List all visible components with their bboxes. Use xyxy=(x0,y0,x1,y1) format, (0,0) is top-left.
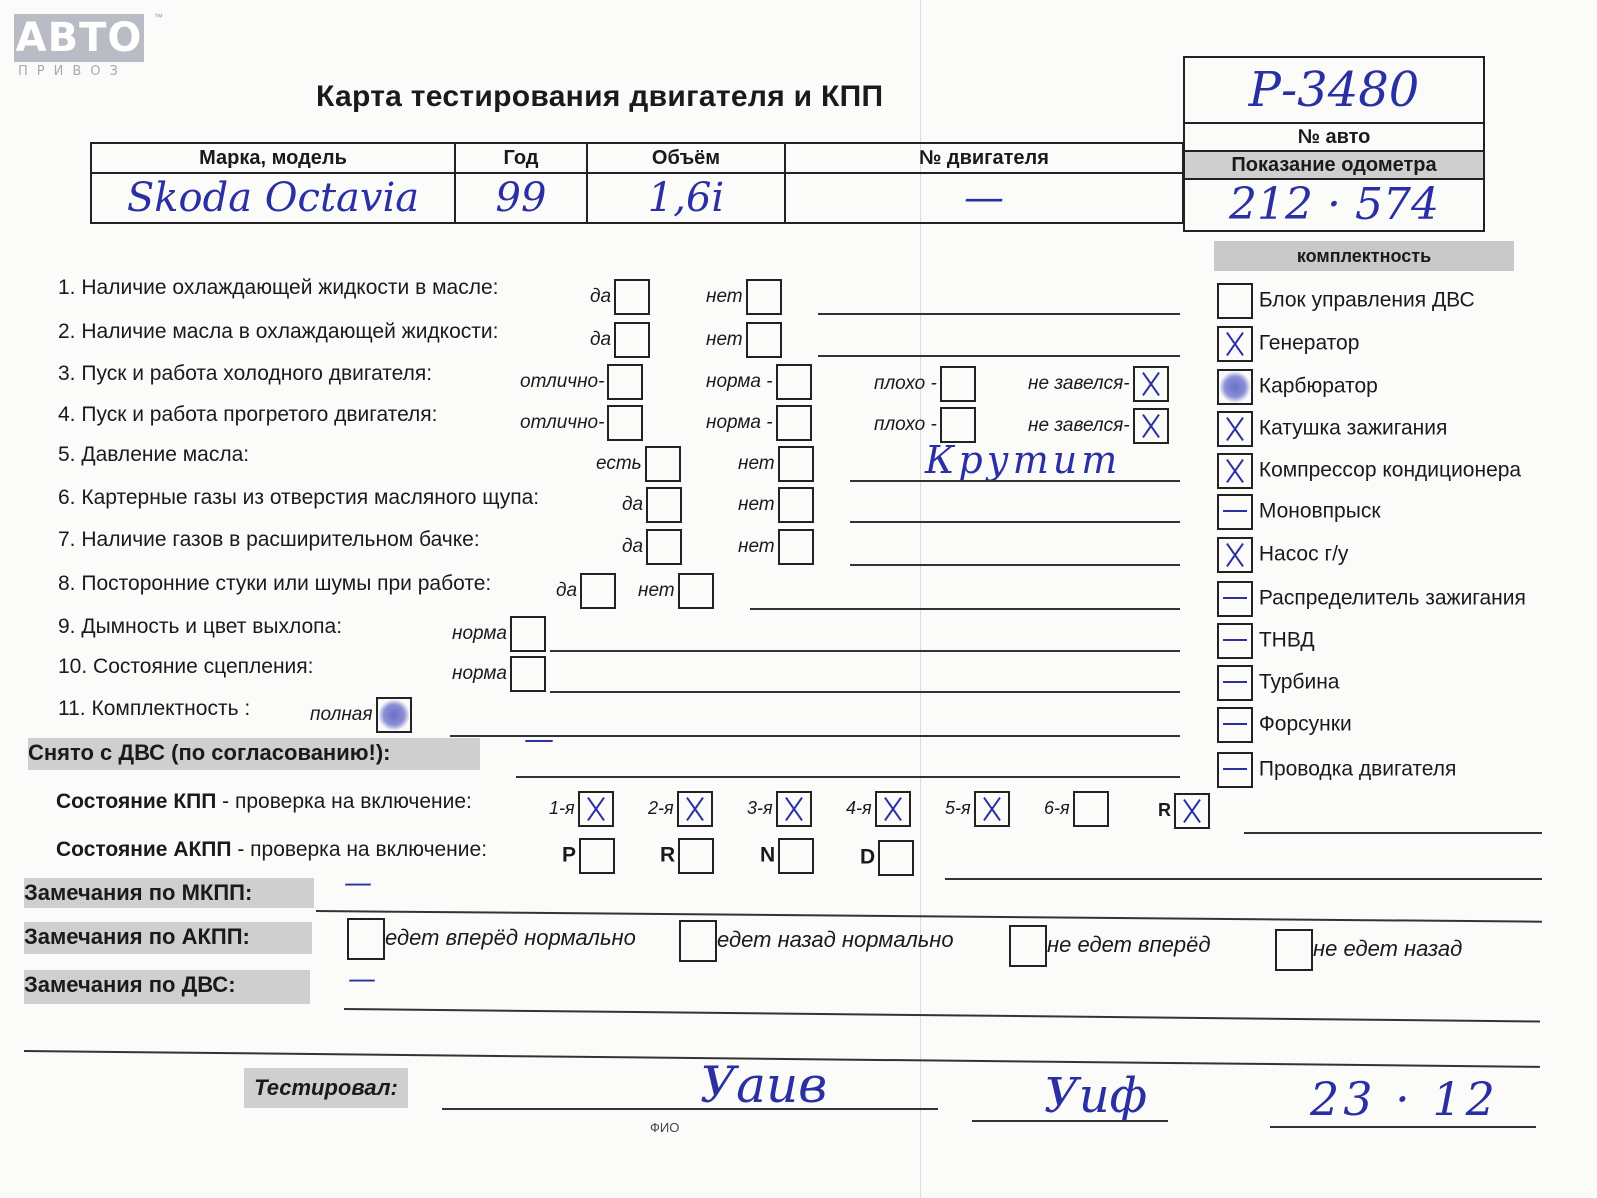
question-6: 6. Картерные газы из отверстия масляного щупа: xyxy=(58,486,540,509)
q9-normal: норма xyxy=(452,616,546,652)
tester-signature: Уиф xyxy=(1044,1068,1148,1124)
year-value: 99 xyxy=(455,173,587,223)
forward-ok-checkbox[interactable] xyxy=(347,918,385,960)
completeness-checkbox[interactable] xyxy=(1217,453,1253,489)
completeness-item xyxy=(1214,326,1526,369)
completeness-list xyxy=(1214,283,1526,794)
q5-exists: есть xyxy=(596,446,681,482)
q3-excellent: отлично- xyxy=(520,364,643,400)
q7-notes-line xyxy=(850,564,1180,566)
q3-normal: норма - xyxy=(706,364,812,400)
q8-notes-line xyxy=(750,608,1180,610)
completeness-checkbox[interactable] xyxy=(1217,537,1253,573)
q4-normal-checkbox[interactable] xyxy=(776,405,812,441)
q3-not-started: не завелся- xyxy=(1028,366,1169,402)
q6-yes: да xyxy=(622,487,682,523)
q3-not-started-checkbox[interactable] xyxy=(1133,366,1169,402)
q10-normal: норма xyxy=(452,656,546,692)
q4-excellent: отлично- xyxy=(520,405,643,441)
car-number-value: Р-3480 xyxy=(1185,58,1483,124)
mode-p-checkbox[interactable] xyxy=(579,838,615,874)
vehicle-header-table xyxy=(90,142,1184,224)
completeness-label: Насос г/у xyxy=(1258,542,1349,566)
odometer-label: Показание одометра xyxy=(1185,152,1483,180)
q2-notes-line xyxy=(818,355,1180,357)
akpp-forward-ok: едет вперёд нормально xyxy=(344,918,636,960)
mode-r-checkbox[interactable] xyxy=(678,838,714,874)
q3-normal-checkbox[interactable] xyxy=(776,364,812,400)
q10-notes-line xyxy=(550,691,1180,693)
completeness-title: комплектность xyxy=(1214,241,1514,271)
trademark-sign: ™ xyxy=(154,12,163,22)
akpp-mode-p: P xyxy=(562,838,615,874)
q5-no-checkbox[interactable] xyxy=(778,446,814,482)
completeness-label: Проводка двигателя xyxy=(1258,757,1457,781)
date-line xyxy=(1270,1126,1536,1128)
removed-value: — xyxy=(524,722,554,757)
q11-full: полная xyxy=(310,697,412,733)
q11-notes-line xyxy=(450,735,1180,737)
completeness-checkbox[interactable] xyxy=(1217,665,1253,701)
gear-1-checkbox[interactable] xyxy=(578,791,614,827)
completeness-label: Распределитель зажигания xyxy=(1258,586,1526,610)
model-value: Skoda Octavia xyxy=(91,173,455,223)
mkpp-remarks-value: — xyxy=(344,866,372,899)
logo-subtext: ПРИВОЗ xyxy=(18,64,127,79)
logo-text: АВТО xyxy=(15,15,143,61)
kpp-label: Состояние КПП - проверка на включение: xyxy=(56,790,472,813)
dvs-remarks-label: Замечания по ДВС: xyxy=(24,970,310,1004)
q1-no: нет xyxy=(706,279,782,315)
completeness-item xyxy=(1214,494,1526,537)
gear-4-checkbox[interactable] xyxy=(875,791,911,827)
completeness-label: Генератор xyxy=(1258,331,1360,355)
kpp-gear-6: 6-я xyxy=(1044,791,1109,827)
test-date: 23 · 12 xyxy=(1310,1072,1499,1126)
q5-notes-line xyxy=(850,480,1180,482)
gear-6-checkbox[interactable] xyxy=(1073,791,1109,827)
akpp-backward-ok: едет назад нормально xyxy=(676,920,954,962)
odometer-value: 212 · 574 xyxy=(1229,179,1439,230)
completeness-item xyxy=(1214,369,1526,411)
q2-yes-checkbox[interactable] xyxy=(614,322,650,358)
kpp-gear-5: 5-я xyxy=(945,791,1010,827)
q6-no-checkbox[interactable] xyxy=(778,487,814,523)
mode-n-checkbox[interactable] xyxy=(778,838,814,874)
car-number-box xyxy=(1183,56,1485,232)
removed-label: Снято с ДВС (по согласованию!): xyxy=(28,738,480,770)
question-2: 2. Наличие масла в охлаждающей жидкости: xyxy=(58,320,499,343)
q5-no: нет xyxy=(738,446,814,482)
q1-notes-line xyxy=(818,313,1180,315)
q11-full-checkbox[interactable] xyxy=(376,697,412,733)
question-11: 11. Комплектность : xyxy=(58,697,251,720)
completeness-checkbox[interactable] xyxy=(1217,707,1253,743)
completeness-checkbox[interactable] xyxy=(1217,494,1253,530)
q4-excellent-checkbox[interactable] xyxy=(607,405,643,441)
completeness-item xyxy=(1214,411,1526,453)
kpp-gear-4: 4-я xyxy=(846,791,911,827)
gear-3-checkbox[interactable] xyxy=(776,791,812,827)
q10-normal-checkbox[interactable] xyxy=(510,656,546,692)
header-col-volume: Объём xyxy=(587,143,785,173)
question-7: 7. Наличие газов в расширительном бачке: xyxy=(58,528,480,551)
completeness-checkbox[interactable] xyxy=(1217,581,1253,617)
engine-number-value: — xyxy=(785,173,1183,223)
backward-ok-checkbox[interactable] xyxy=(679,920,717,962)
question-4: 4. Пуск и работа прогретого двигателя: xyxy=(58,403,438,426)
q8-no: нет xyxy=(638,573,714,609)
completeness-label: Катушка зажигания xyxy=(1258,416,1448,440)
q1-yes-checkbox[interactable] xyxy=(614,279,650,315)
akpp-remarks-label: Замечания по АКПП: xyxy=(24,922,312,954)
q4-bad: плохо - xyxy=(874,407,976,443)
q8-yes-checkbox[interactable] xyxy=(580,573,616,609)
gear-5-checkbox[interactable] xyxy=(974,791,1010,827)
akpp-mode-d: D xyxy=(860,840,914,876)
q2-no: нет xyxy=(706,322,782,358)
kpp-gear-3: 3-я xyxy=(747,791,812,827)
akpp-notes-line xyxy=(945,878,1542,880)
q3-bad-checkbox[interactable] xyxy=(940,366,976,402)
q3-bad: плохо - xyxy=(874,366,976,402)
q2-no-checkbox[interactable] xyxy=(746,322,782,358)
completeness-item xyxy=(1214,707,1526,752)
q4-not-started: не завелся- xyxy=(1028,408,1169,444)
q5-exists-checkbox[interactable] xyxy=(645,446,681,482)
completeness-item xyxy=(1214,665,1526,707)
question-8: 8. Посторонние стуки или шумы при работе: xyxy=(58,572,492,595)
kpp-gear-1: 1-я xyxy=(549,791,614,827)
dvs-remarks-line xyxy=(344,1008,1540,1023)
q7-no: нет xyxy=(738,529,814,565)
no-backward-checkbox[interactable] xyxy=(1275,929,1313,971)
completeness-item xyxy=(1214,283,1526,326)
avtoprivoz-logo xyxy=(14,12,163,79)
completeness-checkbox[interactable] xyxy=(1217,326,1253,362)
volume-value: 1,6i xyxy=(587,173,785,223)
car-number-label: № авто xyxy=(1185,124,1483,152)
completeness-label: Моновпрыск xyxy=(1258,499,1381,523)
header-col-model: Марка, модель xyxy=(91,143,455,173)
kpp-gear-2: 2-я xyxy=(648,791,713,827)
q6-no: нет xyxy=(738,487,814,523)
completeness-item xyxy=(1214,453,1526,494)
q6-notes-line xyxy=(850,521,1180,523)
completeness-checkbox[interactable] xyxy=(1217,623,1253,659)
signature-line xyxy=(972,1120,1168,1122)
completeness-item xyxy=(1214,581,1526,623)
q1-no-checkbox[interactable] xyxy=(746,279,782,315)
kpp-gear-r: R xyxy=(1158,793,1210,829)
completeness-checkbox[interactable] xyxy=(1217,283,1253,319)
q8-yes: да xyxy=(556,573,616,609)
header-col-engine-number: № двигателя xyxy=(785,143,1183,173)
no-forward-checkbox[interactable] xyxy=(1009,925,1047,967)
q9-normal-checkbox[interactable] xyxy=(510,616,546,652)
page-title: Карта тестирования двигателя и КПП xyxy=(316,80,884,113)
mkpp-remarks-label: Замечания по МКПП: xyxy=(24,878,314,908)
mode-d-checkbox[interactable] xyxy=(878,840,914,876)
completeness-item xyxy=(1214,623,1526,665)
q7-yes: да xyxy=(622,529,682,565)
q7-yes-checkbox[interactable] xyxy=(646,529,682,565)
question-10: 10. Состояние сцепления: xyxy=(58,655,314,678)
tested-by-label: Тестировал: xyxy=(244,1068,408,1108)
q7-no-checkbox[interactable] xyxy=(778,529,814,565)
removed-line xyxy=(516,776,1180,778)
gear-2-checkbox[interactable] xyxy=(677,791,713,827)
q4-not-started-checkbox[interactable] xyxy=(1133,408,1169,444)
question-9: 9. Дымность и цвет выхлопа: xyxy=(58,615,343,638)
name-line xyxy=(442,1108,938,1110)
completeness-checkbox[interactable] xyxy=(1217,411,1253,447)
completeness-label: Форсунки xyxy=(1258,712,1352,736)
gear-r-checkbox[interactable] xyxy=(1174,793,1210,829)
completeness-label: Блок управления ДВС xyxy=(1258,288,1475,312)
completeness-label: ТНВД xyxy=(1258,628,1315,652)
q4-normal: норма - xyxy=(706,405,812,441)
header-col-year: Год xyxy=(455,143,587,173)
dvs-remarks-value: — xyxy=(348,962,376,995)
q1-yes: да xyxy=(590,279,650,315)
akpp-mode-n: N xyxy=(760,838,814,874)
completeness-label: Турбина xyxy=(1258,670,1340,694)
q9-notes-line xyxy=(550,650,1180,652)
akpp-no-forward: не едет вперёд xyxy=(1006,925,1211,967)
completeness-checkbox[interactable] xyxy=(1217,752,1253,788)
oil-pressure-note: Крутит xyxy=(925,438,1122,482)
akpp-mode-r: R xyxy=(660,838,714,874)
completeness-label: Карбюратор xyxy=(1258,374,1378,398)
completeness-item xyxy=(1214,537,1526,581)
tester-name: Уаив xyxy=(700,1056,828,1114)
q8-no-checkbox[interactable] xyxy=(678,573,714,609)
akpp-label: Состояние АКПП - проверка на включение: xyxy=(56,838,488,861)
q6-yes-checkbox[interactable] xyxy=(646,487,682,523)
q2-yes: да xyxy=(590,322,650,358)
completeness-checkbox[interactable] xyxy=(1217,369,1253,405)
completeness-label: Компрессор кондиционера xyxy=(1258,458,1522,482)
question-1: 1. Наличие охлаждающей жидкости в масле: xyxy=(58,276,499,299)
question-3: 3. Пуск и работа холодного двигателя: xyxy=(58,362,433,385)
name-caption: ФИО xyxy=(650,1120,680,1135)
completeness-item xyxy=(1214,752,1526,794)
question-5: 5. Давление масла: xyxy=(58,443,250,466)
kpp-notes-line xyxy=(1244,832,1542,834)
akpp-no-backward: не едет назад xyxy=(1272,929,1462,971)
q3-excellent-checkbox[interactable] xyxy=(607,364,643,400)
